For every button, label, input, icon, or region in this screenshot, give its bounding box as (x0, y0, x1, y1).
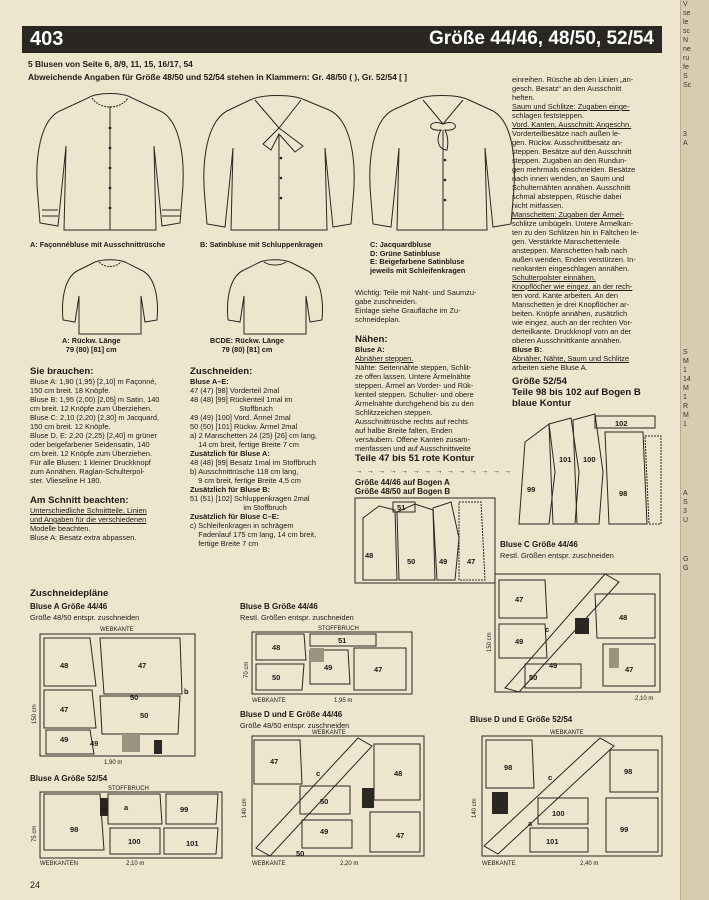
blouse-a-back-illustration (55, 258, 165, 338)
plan-de4446-bottom-left: WEBKANTE (252, 861, 286, 867)
svg-text:47: 47 (396, 831, 405, 840)
svg-text:48: 48 (394, 769, 403, 778)
svg-text:b: b (184, 687, 189, 696)
plan-de5254-title: Bluse D und E Größe 52/54 (470, 715, 573, 724)
materials-heading: Sie brauchen: (30, 366, 94, 377)
svg-text:100: 100 (128, 837, 141, 846)
svg-text:99: 99 (180, 805, 189, 814)
svg-text:a: a (124, 803, 129, 812)
plan-de5254-top-label: WEBKANTE (550, 730, 584, 736)
page-number: 403 (30, 28, 64, 50)
cutting-layouts-heading: Zuschneidepläne (30, 588, 109, 599)
svg-text:48: 48 (365, 551, 374, 560)
svg-text:100: 100 (552, 809, 565, 818)
svg-text:49: 49 (90, 739, 99, 748)
svg-text:47: 47 (138, 661, 147, 670)
cutting-heading: Zuschneiden: (190, 366, 253, 377)
figure-cde-caption: C: Jacquardbluse D: Grüne Satinbluse E: Beigefarbene Satinbluse jeweils mit Schleifenkragen (370, 241, 466, 275)
plan-c4446-bottom-label: 2,10 m (635, 696, 654, 702)
plan-b4446-bottom-label: 1,95 m (334, 698, 353, 704)
svg-text:49: 49 (324, 663, 333, 672)
svg-text:50: 50 (140, 711, 149, 720)
plan-de5254-bottom-label: 2,40 m (580, 861, 599, 867)
cutting-section: Zuschneiden: Bluse A–E: 47 (47) [98] Vorderteil 2mal 48 (48) [99] Rückenteil 1mal im Stoffbruch 49 (49) [100] Vord. Ärmel 2mal 50 (50) [101] Rückw. Ärmel 2mal a) 2 Manschetten 24 (25) [26] cm lang, 14 cm breit, fertige Breite 7 cm Zusätzlich für Bluse A: 48 (48) [99] Besatz 1mal im Stoffbruch b) Ausschnittrüsche 118 cm lang, 9 cm breit, fertige Breite 4,5 cm Zusätzlich für Bluse B: 51 (51) [102] Schluppenkragen 2mal im Stoffbruch Zusätzlich für Bluse C–E: c) Schleifenkragen in schrägem Fadenlauf 175 cm lang, 14 cm breit, fertige Breite 7 cm (190, 366, 340, 548)
svg-text:49: 49 (60, 735, 69, 744)
sheet-info: Größe 44/46 auf Bogen A Größe 48/50 auf Bogen B (355, 478, 451, 496)
plan-a4446-title: Bluse A Größe 44/46 (30, 602, 108, 611)
svg-text:47: 47 (625, 665, 634, 674)
pattern-notes-heading: Am Schnitt beachten: (30, 495, 129, 506)
blouse-cde-front-illustration (365, 88, 520, 238)
svg-text:99: 99 (100, 805, 109, 814)
svg-text:47: 47 (467, 557, 476, 566)
svg-text:47: 47 (270, 757, 279, 766)
plan-b4446-sub: Restl. Größen entspr. zuschneiden (240, 613, 354, 622)
plan-de5254-layout (470, 728, 670, 868)
plan-b4446-layout (240, 624, 420, 704)
red-contour-heading: Teile 47 bis 51 rote Kontur (355, 453, 475, 464)
plan-a5254-bottom-left: WEBKANTEN (40, 861, 79, 867)
svg-text:101: 101 (186, 839, 199, 848)
plan-b4446-title: Bluse B Größe 44/46 (240, 602, 318, 611)
plan-a4446-top-label: WEBKANTE (100, 627, 134, 633)
plan-de4446-top-label: WEBKANTE (312, 730, 346, 736)
svg-text:49: 49 (549, 661, 558, 670)
svg-text:c: c (545, 625, 550, 634)
svg-text:98: 98 (624, 767, 633, 776)
svg-text:50: 50 (130, 693, 139, 702)
svg-text:98: 98 (70, 825, 79, 834)
svg-text:102: 102 (615, 419, 628, 428)
svg-text:50: 50 (529, 673, 538, 682)
sewing-section: Nähen: Bluse A: Abnäher steppen. Nähte: Seitennähte steppen, Schlit- ze offen lassen. Untere Ärmelnähte steppen. Ärmel an Vorder- und Rük- kenteil steppen. Schulter- und obere Ärmelnähte durchgehend bis zu den Schlitzzeichen steppen. Ausschnittrüsche rechts auf rechts auf halbe Breite falten, Enden versäubern. Offene Kanten zusam- menfassen und auf Ausschnittweite (355, 334, 505, 453)
svg-text:50: 50 (272, 673, 281, 682)
pattern-pieces-98-102 (515, 412, 665, 532)
page-header-bar (22, 26, 662, 53)
svg-text:98: 98 (619, 489, 628, 498)
svg-text:99: 99 (527, 485, 536, 494)
svg-text:99: 99 (620, 825, 629, 834)
svg-text:100: 100 (583, 455, 596, 464)
adjacent-page-edge: V se le sc N ne ru fe S Sc 3 A S M 1 14 M 1 R M 1 A S 3 U G G (680, 0, 709, 900)
plan-b4446-left-label: 70 cm (244, 661, 250, 678)
plan-de4446-title: Bluse D und E Größe 44/46 (240, 710, 343, 719)
size-5254-info: Größe 52/54 Teile 98 bis 102 auf Bogen B blaue Kontur (512, 376, 641, 409)
svg-text:48: 48 (272, 643, 281, 652)
svg-text:101: 101 (559, 455, 572, 464)
intro-title: 5 Blusen von Seite 6, 8/9, 11, 15, 16/17, 54 (28, 59, 193, 69)
plan-de4446-bottom-label: 2,20 m (340, 861, 359, 867)
plan-a5254-title: Bluse A Größe 52/54 (30, 774, 108, 783)
plan-c4446-layout (485, 568, 665, 703)
svg-text:101: 101 (546, 837, 559, 846)
svg-text:50: 50 (407, 557, 416, 566)
red-contour-arrows: → → → → → → → → → → → → → → (355, 466, 513, 475)
plan-a4446-bottom-label: 1,90 m (104, 760, 123, 766)
svg-text:47: 47 (374, 665, 383, 674)
svg-text:49: 49 (515, 637, 524, 646)
plan-de4446-layout (240, 728, 430, 868)
plan-a5254-top-label: STOFFBRUCH (108, 786, 149, 792)
sewing-heading: Nähen: (355, 334, 388, 345)
size-range: Größe 44/46, 48/50, 52/54 (429, 28, 654, 49)
figure-b-caption: B: Satinbluse mit Schluppenkragen (200, 240, 323, 249)
plan-de5254-left-label: 140 cm (472, 798, 478, 818)
svg-text:48: 48 (619, 613, 628, 622)
svg-text:50: 50 (296, 849, 305, 858)
materials-section: Sie brauchen: Bluse A: 1,90 (1,95) [2,10] m Façonné, 150 cm breit. 18 Knöpfe. Bluse B: 1,95 (2,00) [2,05] m Satin, 140 cm breit. 12 Knöpfe zum Überziehen. Bluse C: 2,10 (2,20) [2,30] m Jacquard, 150 cm breit. 12 Knöpfe. Bluse D, E: 2,20 (2,25) [2,40] m grüner oder beigefarbener Seidensatin, 140 cm breit. 12 Knöpfe zum Überziehen. Für alle Blusen: 1 kleiner Druckknopf zum Annähen. Raglan-Schulterpol- ster. Vlieseline H 180. (30, 366, 190, 485)
plan-a4446-sub: Größe 48/50 entspr. zuschneiden (30, 613, 140, 622)
plan-a5254-layout (30, 784, 225, 868)
blouse-bcde-back-illustration (220, 258, 330, 338)
intro-subtitle: Abweichende Angaben für Größe 48/50 und 52/54 stehen in Klammern: Gr. 48/50 ( ), Gr. 52/54 [ ] (28, 72, 408, 82)
blouse-b-front-illustration (195, 88, 360, 238)
plan-c4446-left-label: 150 cm (487, 632, 493, 652)
svg-text:49: 49 (439, 557, 448, 566)
svg-text:c: c (316, 769, 321, 778)
pattern-pieces-47-51 (355, 498, 495, 583)
svg-text:48: 48 (60, 661, 69, 670)
svg-text:51: 51 (338, 636, 347, 645)
svg-text:98: 98 (504, 763, 513, 772)
plan-b4446-top-label: STOFFBRUCH (318, 626, 359, 632)
plan-de4446-left-label: 140 cm (242, 798, 248, 818)
sewing-continued: einreihen. Rüsche ab den Linien „an- gesch. Besatz“ an den Ausschnitt heften. Saum und Schlitze: Zugaben einge- schlagen feststeppen. Vord. Kanten, Ausschnitt: Angeschn. Vorderteilbesätze nach außen le- gen. Rückw. Ausschnittbesatz an- steppen. Besätze auf den Ausschnitt steppen. Zugaben an den Rundun- gen mehrmals einschneiden. Besätze nach innen wenden, an Saum und Schulternähten annähen. Ausschnitt schmal absteppen, Rüsche dabei nicht mitfassen. Manschetten: Zugaben der Ärmel- schlitze umbügeln. Untere Ärmelkan- ten zu den Schlitzen hin in Fältchen le- gen. Verstärkte Manschettenteile ansteppen. Manschetten halb nach außen wenden, Enden verstürzen. In- nenkanten eingeschlagen annähen. Schulterpolster einnähen. Knopflöcher wie eingez. an der rech- ten vord. Kante arbeiten. An den Manschetten je drei Knopflöcher ar- beiten. Knöpfe annähen, zusätzlich wie eingez. auch an der rechten Vor- derteilkante. Druckknopf vorn an der oberen Ausschnittkante annähen. Bluse B: Abnäher, Nähte, Saum und Schlitze arbeiten siehe Bluse A. (512, 75, 639, 372)
plan-c4446-sub: Restl. Größen entspr. zuschneiden (500, 551, 614, 560)
plan-de5254-bottom-left: WEBKANTE (482, 861, 516, 867)
plan-a4446-left-label: 150 cm (32, 704, 38, 724)
svg-text:a: a (528, 819, 533, 828)
plan-a5254-bottom-label: 2,10 m (126, 861, 145, 867)
svg-text:51: 51 (397, 503, 406, 512)
plan-de4446-sub: Größe 48/50 entspr. zuschneiden (240, 721, 350, 730)
plan-a4446-layout (30, 624, 200, 764)
svg-text:c: c (548, 773, 553, 782)
figure-a-back-caption: A: Rückw. Länge 79 (80) [81] cm (62, 337, 121, 354)
figure-a-caption: A: Façonnébluse mit Ausschnittrüsche (30, 240, 166, 249)
footer-page-number: 24 (30, 880, 41, 890)
svg-text:47: 47 (515, 595, 524, 604)
plan-a5254-left-label: 75 cm (32, 825, 38, 842)
svg-text:50: 50 (320, 797, 329, 806)
figure-bcde-back-caption: BCDE: Rückw. Länge 79 (80) [81] cm (210, 337, 284, 354)
svg-text:47: 47 (60, 705, 69, 714)
plan-b4446-bottom-left: WEBKANTE (252, 698, 286, 704)
important-note: Wichtig: Teile mit Naht- und Saumzu- gabe zuschneiden. Einlage siehe Graufläche im Zu- schneideplan. (355, 288, 477, 324)
pattern-notes-section: Am Schnitt beachten: Unterschiedliche Schnittteile, Linien und Angaben für die verschiedenen Modelle beachten. Bluse A: Besatz extra abpassen. (30, 495, 190, 542)
blouse-a-front-illustration (30, 88, 190, 238)
svg-text:49: 49 (320, 827, 329, 836)
plan-c4446-title: Bluse C Größe 44/46 (500, 540, 578, 549)
